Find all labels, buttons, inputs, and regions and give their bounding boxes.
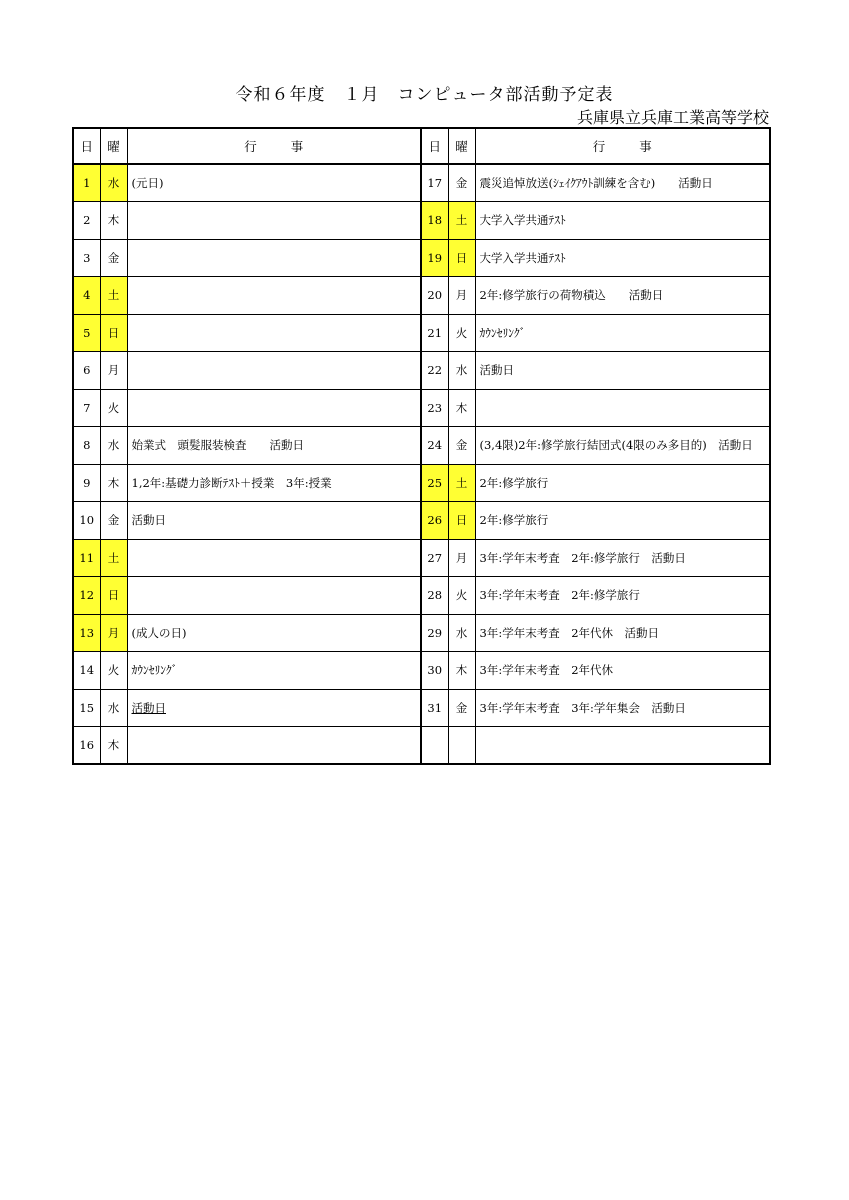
event-cell — [127, 727, 421, 765]
event-cell — [127, 652, 421, 690]
day-cell: 1 — [73, 164, 100, 202]
weekday-cell: 月 — [448, 277, 475, 315]
day-cell: 24 — [421, 427, 448, 465]
event-cell — [475, 427, 770, 465]
event-cell — [127, 202, 421, 240]
table-row — [73, 352, 770, 390]
weekday-cell: 土 — [448, 464, 475, 502]
weekday-cell: 日 — [448, 502, 475, 540]
table-row — [73, 727, 770, 765]
weekday-cell: 月 — [100, 614, 127, 652]
event-cell — [127, 427, 421, 465]
table-row — [73, 652, 770, 690]
weekday-cell: 水 — [100, 689, 127, 727]
day-cell: 28 — [421, 577, 448, 615]
event-cell — [475, 164, 770, 202]
event-text: 2年:修学旅行 — [479, 513, 549, 528]
event-text: 大学入学共通ﾃｽﾄ — [479, 213, 566, 228]
event-cell — [475, 652, 770, 690]
event-cell — [127, 389, 421, 427]
weekday-cell: 木 — [448, 652, 475, 690]
event-text: (元日) — [131, 176, 164, 190]
event-cell — [475, 202, 770, 240]
weekday-cell: 月 — [100, 352, 127, 390]
event-text: 1,2年:基礎力診断ﾃｽﾄ＋授業 3年:授業 — [131, 475, 332, 490]
table-row — [73, 614, 770, 652]
event-text: (成人の日) — [131, 625, 187, 640]
table-header-row — [73, 128, 770, 164]
day-cell: 8 — [73, 427, 100, 465]
day-cell: 12 — [73, 577, 100, 615]
event-cell — [475, 577, 770, 615]
table-row — [73, 389, 770, 427]
day-cell: 18 — [421, 202, 448, 240]
weekday-cell: 土 — [448, 202, 475, 240]
event-cell — [127, 577, 421, 615]
weekday-cell: 木 — [100, 202, 127, 240]
weekday-cell: 日 — [100, 577, 127, 615]
weekday-cell: 水 — [448, 352, 475, 390]
day-cell: 29 — [421, 614, 448, 652]
event-text: 2年:修学旅行 — [479, 475, 549, 490]
event-text: 活動日 — [479, 363, 514, 378]
event-cell — [475, 614, 770, 652]
weekday-cell: 水 — [448, 614, 475, 652]
weekday-cell: 土 — [100, 277, 127, 315]
weekday-cell: 木 — [100, 727, 127, 765]
weekday-cell: 金 — [448, 164, 475, 202]
header-day: 日 — [421, 128, 448, 164]
weekday-cell: 日 — [100, 314, 127, 352]
event-cell — [475, 727, 770, 765]
event-text: 3年:学年末考査 2年代休 — [479, 663, 614, 678]
table-row — [73, 689, 770, 727]
page-title: 令和６年度 １月 コンピュータ部活動予定表 — [235, 85, 614, 105]
table-row — [73, 577, 770, 615]
header-event: 行事 — [127, 128, 421, 164]
event-cell — [127, 614, 421, 652]
day-cell: 19 — [421, 239, 448, 277]
day-cell: 23 — [421, 389, 448, 427]
weekday-cell: 金 — [100, 502, 127, 540]
weekday-cell: 日 — [448, 239, 475, 277]
event-cell — [475, 502, 770, 540]
table-row — [73, 539, 770, 577]
event-text: 震災追悼放送(ｼｪｲｸｱｳﾄ訓練を含む) 活動日 — [479, 176, 713, 190]
event-cell — [127, 314, 421, 352]
day-cell: 14 — [73, 652, 100, 690]
weekday-cell: 水 — [100, 164, 127, 202]
event-text: 3年:学年末考査 2年:修学旅行 活動日 — [479, 550, 686, 565]
header-event: 行事 — [475, 128, 770, 164]
day-cell: 31 — [421, 689, 448, 727]
school-name: 兵庫県立兵庫工業高等学校 — [576, 108, 769, 127]
event-text: 大学入学共通ﾃｽﾄ — [479, 250, 566, 265]
day-cell: 25 — [421, 464, 448, 502]
table-row — [73, 164, 770, 202]
schedule-table — [72, 127, 771, 765]
weekday-cell: 火 — [448, 577, 475, 615]
table-row — [73, 502, 770, 540]
day-cell: 30 — [421, 652, 448, 690]
day-cell: 10 — [73, 502, 100, 540]
table-row — [73, 277, 770, 315]
weekday-cell: 木 — [448, 389, 475, 427]
event-text: 活動日 — [131, 700, 166, 715]
day-cell: 4 — [73, 277, 100, 315]
day-cell: 22 — [421, 352, 448, 390]
event-cell — [127, 352, 421, 390]
weekday-cell: 月 — [448, 539, 475, 577]
event-text: 始業式 頭髪服装検査 活動日 — [131, 438, 304, 453]
weekday-cell: 水 — [100, 427, 127, 465]
day-cell: 16 — [73, 727, 100, 765]
event-cell — [475, 352, 770, 390]
table-row — [73, 239, 770, 277]
weekday-cell — [448, 727, 475, 765]
day-cell: 5 — [73, 314, 100, 352]
day-cell: 7 — [73, 389, 100, 427]
event-text: ｶｳﾝｾﾘﾝｸﾞ — [131, 663, 178, 678]
event-text: (3,4限)2年:修学旅行結団式(4限のみ多目的) 活動日 — [479, 438, 753, 453]
day-cell: 6 — [73, 352, 100, 390]
event-cell — [127, 239, 421, 277]
day-cell: 15 — [73, 689, 100, 727]
header-weekday: 曜 — [448, 128, 475, 164]
day-cell: 11 — [73, 539, 100, 577]
table-row — [73, 464, 770, 502]
day-cell: 20 — [421, 277, 448, 315]
weekday-cell: 土 — [100, 539, 127, 577]
header-weekday: 曜 — [100, 128, 127, 164]
weekday-cell: 金 — [100, 239, 127, 277]
event-cell — [127, 464, 421, 502]
table-row — [73, 202, 770, 240]
event-cell — [127, 277, 421, 315]
day-cell: 21 — [421, 314, 448, 352]
event-cell — [475, 539, 770, 577]
weekday-cell: 金 — [448, 427, 475, 465]
day-cell: 3 — [73, 239, 100, 277]
weekday-cell: 木 — [100, 464, 127, 502]
day-cell: 27 — [421, 539, 448, 577]
table-row — [73, 314, 770, 352]
event-text: ｶｳﾝｾﾘﾝｸﾞ — [479, 325, 526, 340]
day-cell — [421, 727, 448, 765]
header-day: 日 — [73, 128, 100, 164]
weekday-cell: 金 — [448, 689, 475, 727]
day-cell: 17 — [421, 164, 448, 202]
day-cell: 13 — [73, 614, 100, 652]
event-cell — [127, 689, 421, 727]
event-cell — [475, 239, 770, 277]
event-text: 2年:修学旅行の荷物積込 活動日 — [479, 288, 664, 303]
day-cell: 26 — [421, 502, 448, 540]
event-cell — [127, 502, 421, 540]
event-cell — [475, 389, 770, 427]
event-cell — [127, 164, 421, 202]
event-cell — [475, 314, 770, 352]
weekday-cell: 火 — [100, 652, 127, 690]
event-text: 活動日 — [131, 513, 166, 528]
event-cell — [475, 464, 770, 502]
event-text: 3年:学年末考査 2年代休 活動日 — [479, 625, 660, 640]
event-cell — [475, 689, 770, 727]
weekday-cell: 火 — [100, 389, 127, 427]
day-cell: 2 — [73, 202, 100, 240]
table-row — [73, 427, 770, 465]
event-cell — [127, 539, 421, 577]
event-text: 3年:学年末考査 3年:学年集会 活動日 — [479, 700, 686, 715]
event-cell — [475, 277, 770, 315]
event-text: 3年:学年末考査 2年:修学旅行 — [479, 588, 640, 603]
weekday-cell: 火 — [448, 314, 475, 352]
day-cell: 9 — [73, 464, 100, 502]
